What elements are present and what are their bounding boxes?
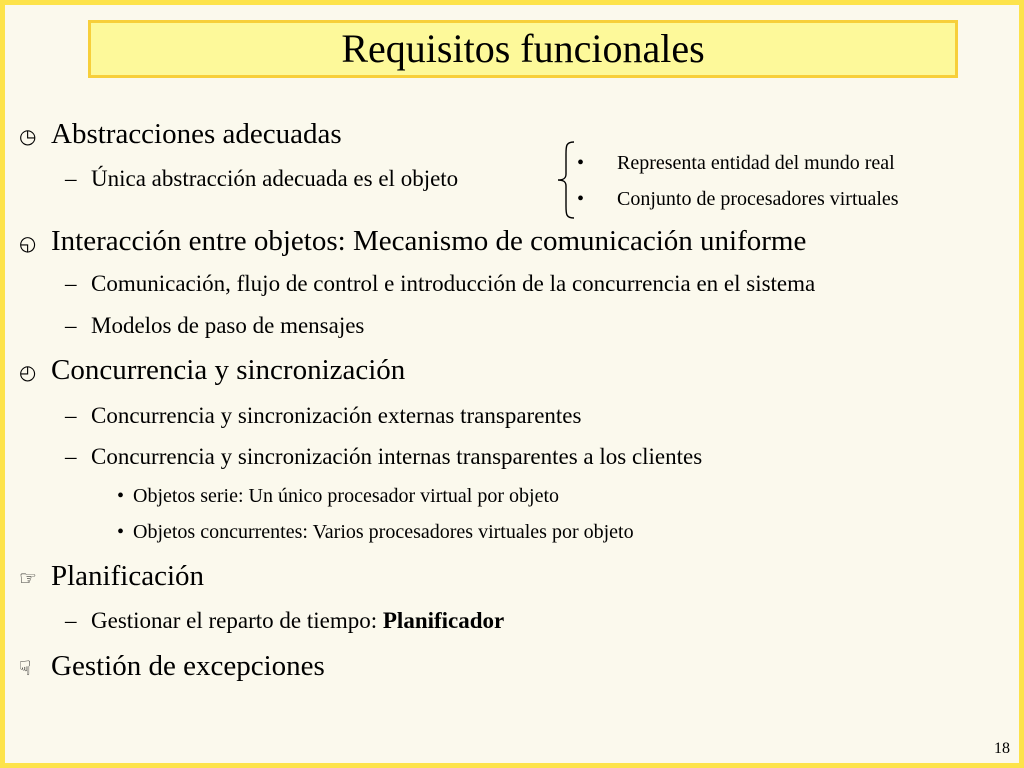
sub-bullet [65,607,504,635]
dot-marker: • [117,521,125,543]
sub-bullet-text: Concurrencia y sincronización internas transparentes a los clientes [91,444,703,469]
side-bullet-text: Conjunto de procesadores virtuales [617,188,899,210]
sub-sub-bullet-text: Objetos concurrentes: Varios procesadores virtuales por objeto [133,521,634,543]
dash-marker: – [65,166,77,191]
side-bullet-text: Representa entidad del mundo real [617,152,895,174]
bullet-text: Planificación [51,560,205,592]
sub-sub-bullet-text: Objetos serie: Un único procesador virtual por objeto [133,485,559,507]
sub-sub-bullet [117,520,634,544]
bullet-text: Interacción entre objetos: Mecanismo de comunicación uniforme [51,225,807,257]
bullet-interaccion [19,224,806,261]
page-number: 18 [994,740,1010,757]
sub-bullet [65,443,702,471]
sub-bullet-text: Modelos de paso de mensajes [91,313,365,338]
sub-bullet-text: Comunicación, flujo de control e introducción de la concurrencia en el sistema [91,271,816,296]
slide-title: Requisitos funcionales [341,26,705,71]
sub-sub-bullet [117,484,559,508]
dot-marker: • [117,485,125,507]
bullet-concurrencia [19,353,405,390]
sub-bullet-text: Concurrencia y sincronización externas transparentes [91,403,582,428]
bullet-planificacion [19,559,204,596]
sub-bullet-text: Única abstracción adecuada es el objeto [91,166,459,191]
pointing-hand-icon: ☟ [19,658,32,680]
sub-bullet [65,270,815,298]
dot-marker: • [577,152,585,174]
bullet-abstracciones [19,117,342,154]
dash-marker: – [65,403,77,428]
side-bullet [577,187,899,211]
clock-icon: ◴ [19,362,37,384]
clock-icon: ◵ [19,233,37,255]
sub-bullet [65,402,581,430]
pointing-hand-icon: ☞ [19,568,37,590]
dash-marker: – [65,313,77,338]
clock-icon: ◷ [19,126,37,148]
dot-marker: • [577,188,585,210]
side-bullet [577,151,895,175]
sub-bullet [65,165,458,193]
bold-term: Planificador [382,608,505,633]
bullet-text: Abstracciones adecuadas [51,118,342,150]
bullet-text: Concurrencia y sincronización [51,354,406,386]
curly-brace-icon [556,140,576,220]
bullet-text: Gestión de excepciones [51,650,325,682]
sub-bullet-text: Gestionar el reparto de tiempo: [91,608,383,633]
title-box [88,20,958,78]
dash-marker: – [65,271,77,296]
bullet-excepciones [19,649,325,686]
dash-marker: – [65,444,77,469]
sub-bullet [65,312,364,340]
dash-marker: – [65,608,77,633]
